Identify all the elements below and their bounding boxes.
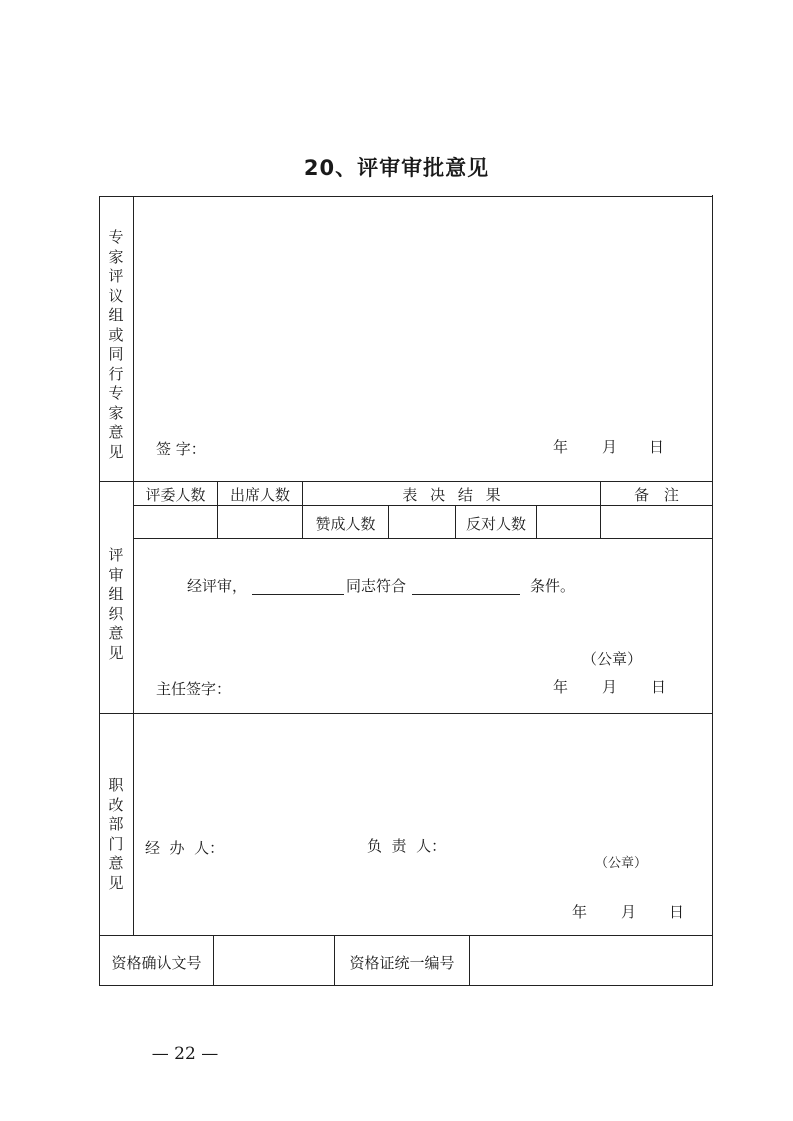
statement-suffix: 条件。 — [530, 577, 576, 595]
handler-label: 经 办 人： — [145, 839, 225, 857]
review-header-divider — [133, 505, 713, 506]
qualification-blank — [412, 576, 520, 595]
candidate-name-blank — [252, 576, 344, 595]
review-date-day: 日 — [651, 678, 667, 696]
review-seal: （公章） — [582, 650, 643, 668]
review-grid-bottom — [133, 538, 713, 539]
header-votes-for: 赞成人数 — [315, 515, 376, 533]
expert-sign-label: 签 字： — [156, 440, 206, 458]
table-border-right — [712, 195, 713, 986]
header-vote-result: 表 决 结 果 — [402, 486, 501, 504]
dept-date-year: 年 — [572, 903, 588, 921]
table-border-left — [99, 197, 100, 986]
expert-date-year: 年 — [553, 438, 569, 456]
header-attendees: 出席人数 — [229, 486, 290, 504]
confirm-doc-label: 资格确认文号 — [111, 954, 202, 972]
dept-section-label: 职改部门意见 — [108, 776, 124, 892]
table-border-bottom — [99, 985, 713, 986]
statement-middle: 同志符合 — [346, 577, 407, 595]
section-divider-1 — [99, 481, 713, 482]
dept-seal: （公章） — [595, 856, 648, 871]
expert-section-label: 专家评议组或同行专家意见 — [108, 228, 124, 461]
expert-date-day: 日 — [649, 438, 665, 456]
page-number: — 22 — — [151, 1044, 219, 1064]
grid-divider-against — [536, 505, 537, 538]
review-date-month: 月 — [602, 678, 618, 696]
dept-date-month: 月 — [621, 903, 637, 921]
dept-date-day: 日 — [669, 903, 685, 921]
section-divider-3 — [99, 935, 713, 936]
bottom-divider-3 — [469, 935, 470, 985]
expert-date-month: 月 — [602, 438, 618, 456]
table-border-top — [99, 196, 713, 197]
page-title: 20、评审审批意见 — [303, 156, 490, 180]
header-remarks: 备 注 — [634, 486, 679, 504]
statement-prefix: 经评审， — [187, 577, 248, 595]
review-section-label: 评审组织意见 — [108, 546, 124, 662]
bottom-divider-1 — [213, 935, 214, 985]
review-date-year: 年 — [553, 678, 569, 696]
section-divider-2 — [99, 713, 713, 714]
header-votes-against: 反对人数 — [465, 515, 526, 533]
label-column-divider — [133, 197, 134, 935]
header-members: 评委人数 — [145, 486, 206, 504]
grid-divider-for — [388, 505, 389, 538]
responsible-label: 负 责 人： — [367, 837, 447, 855]
director-sign-label: 主任签字： — [156, 680, 232, 698]
cert-number-label: 资格证统一编号 — [349, 954, 455, 972]
